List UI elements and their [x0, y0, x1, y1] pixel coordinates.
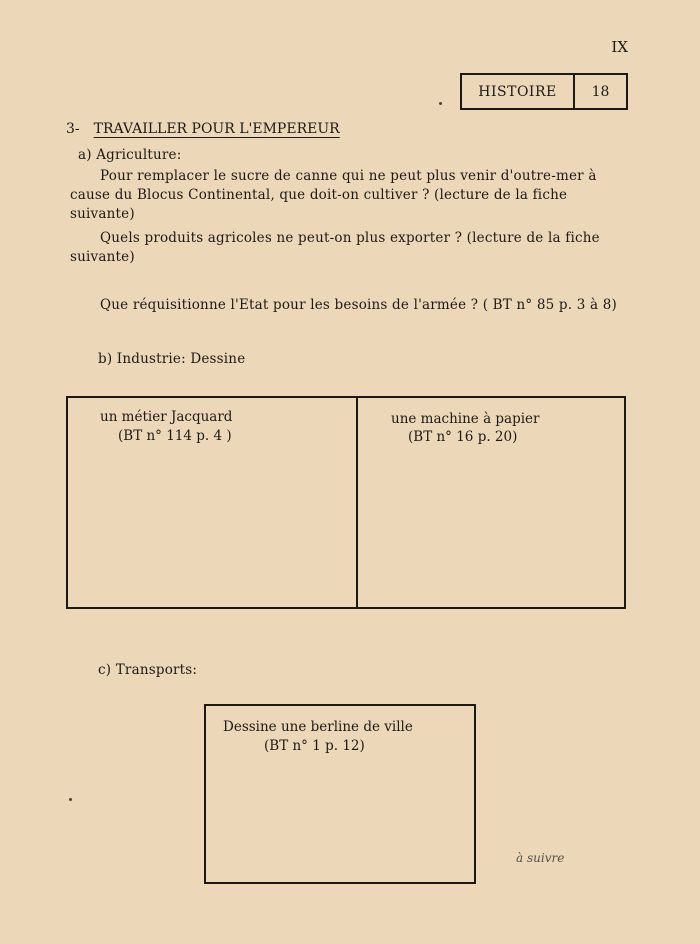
agriculture-question-3: Que réquisitionne l'Etat pour les besoins de l'armée ? ( BT n° 85 p. 3 à 8): [100, 297, 617, 313]
paper-speck: [69, 798, 72, 801]
frame-divider: [356, 398, 358, 607]
paper-speck: [439, 102, 442, 105]
agriculture-question-1: Pour remplacer le sucre de canne qui ne peut plus venir d'outre-mer à cause du Blocus Continental, que doit-on cultiver ? (lecture de la fiche suivante): [70, 168, 597, 222]
transports-heading: c) Transports:: [98, 662, 198, 678]
paper-machine-label: une machine à papier: [391, 411, 540, 427]
page-number: IX: [611, 38, 628, 56]
agriculture-heading: a) Agriculture:: [78, 147, 182, 163]
industrie-heading: b) Industrie: Dessine: [98, 351, 246, 367]
handwritten-note: à suivre: [516, 851, 565, 865]
sheet-number: 18: [591, 83, 610, 100]
jacquard-label: un métier Jacquard: [100, 409, 233, 425]
berline-reference: (BT n° 1 p. 12): [264, 738, 365, 754]
paper-machine-reference: (BT n° 16 p. 20): [408, 429, 518, 445]
industrie-drawing-frame: [66, 396, 626, 609]
transports-drawing-frame: [204, 704, 476, 884]
agriculture-question-2: Quels produits agricoles ne peut-on plus exporter ? (lecture de la fiche suivante): [70, 230, 600, 265]
section-heading: [66, 121, 340, 137]
subject-label: HISTOIRE: [462, 75, 575, 108]
section-title: TRAVAILLER POUR L'EMPEREUR: [93, 121, 340, 137]
jacquard-reference: (BT n° 114 p. 4 ): [118, 428, 232, 444]
section-number: 3-: [66, 121, 80, 137]
subject-header-box: [460, 73, 628, 110]
berline-label: Dessine une berline de ville: [223, 719, 413, 735]
